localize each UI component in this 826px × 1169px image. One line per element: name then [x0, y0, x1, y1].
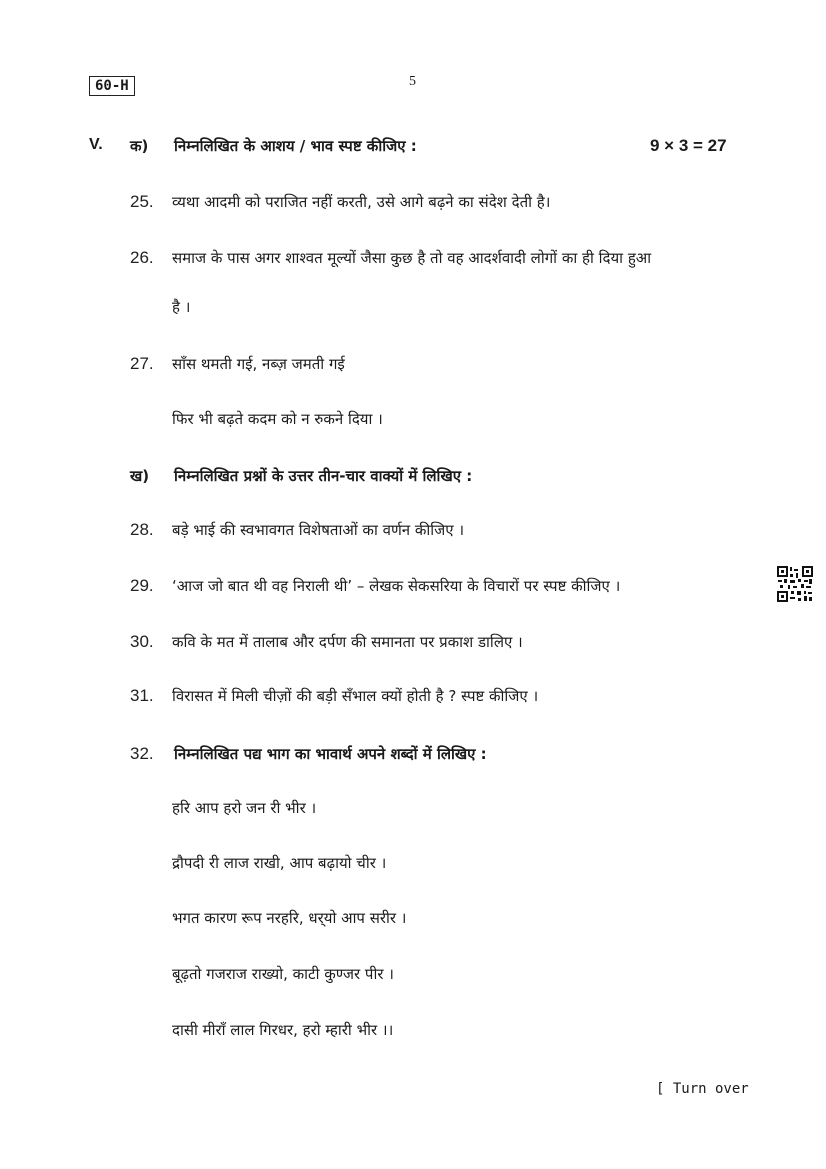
question-text: कवि के मत में तालाब और दर्पण की समानता पर प्रकाश डालिए । — [172, 633, 523, 651]
question-text: बड़े भाई की स्वभावगत विशेषताओं का वर्णन कीजिए । — [172, 521, 465, 539]
poem-line: द्रौपदी री लाज राखी, आप बढ़ायो चीर । — [172, 854, 387, 872]
page-number: 5 — [409, 74, 416, 89]
question-text-continued: है । — [172, 298, 191, 316]
part-b-label: ख) — [130, 467, 150, 485]
poem-line: बूढ़तो गजराज राख्यो, काटी कुण्जर पीर । — [172, 965, 394, 983]
question-text: समाज के पास अगर शाश्वत मूल्यों जैसा कुछ है तो वह आदर्शवादी लोगों का ही दिया हुआ — [172, 249, 652, 267]
poem-line: हरि आप हरो जन री भीर । — [172, 799, 317, 817]
question-text: विरासत में मिली चीज़ों की बड़ी सँभाल क्यों होती है ? स्पष्ट कीजिए । — [172, 687, 539, 705]
question-number: 31. — [130, 686, 154, 705]
question-text-continued: फिर भी बढ़ते कदम को न रुकने दिया । — [172, 410, 383, 428]
paper-code: 60-H — [89, 76, 135, 96]
section-number: V. — [89, 136, 103, 153]
question-number: 30. — [130, 632, 154, 651]
turn-over-note: [ Turn over — [656, 1081, 749, 1097]
poem-line: दासी मीराँ लाल गिरधर, हरो म्हारी भीर ।। — [172, 1021, 394, 1039]
part-a-instruction: निम्नलिखित के आशय / भाव स्पष्ट कीजिए : — [174, 137, 417, 155]
part-a-label: क) — [130, 137, 149, 155]
qr-code-icon — [776, 565, 814, 603]
question-number: 29. — [130, 576, 154, 595]
marks-allocation: 9 × 3 = 27 — [650, 136, 727, 155]
question-number: 25. — [130, 192, 154, 211]
poem-line: भगत कारण रूप नरहरि, धर्‌यो आप सरीर । — [172, 909, 407, 927]
question-instruction: निम्नलिखित पद्य भाग का भावार्थ अपने शब्दों में लिखिए : — [174, 745, 487, 763]
question-text: साँस थमती गई, नब्ज़ जमती गई — [172, 355, 345, 373]
question-number: 32. — [130, 744, 154, 763]
question-text: ‘आज जो बात थी वह निराली थी’ – लेखक सेकसरिया के विचारों पर स्पष्ट कीजिए । — [172, 577, 621, 595]
question-text: व्यथा आदमी को पराजित नहीं करती, उसे आगे बढ़ने का संदेश देती है। — [172, 193, 551, 211]
part-b-instruction: निम्नलिखित प्रश्नों के उत्तर तीन-चार वाक्यों में लिखिए : — [174, 467, 473, 485]
question-number: 27. — [130, 354, 154, 373]
question-number: 26. — [130, 248, 154, 267]
question-number: 28. — [130, 520, 154, 539]
